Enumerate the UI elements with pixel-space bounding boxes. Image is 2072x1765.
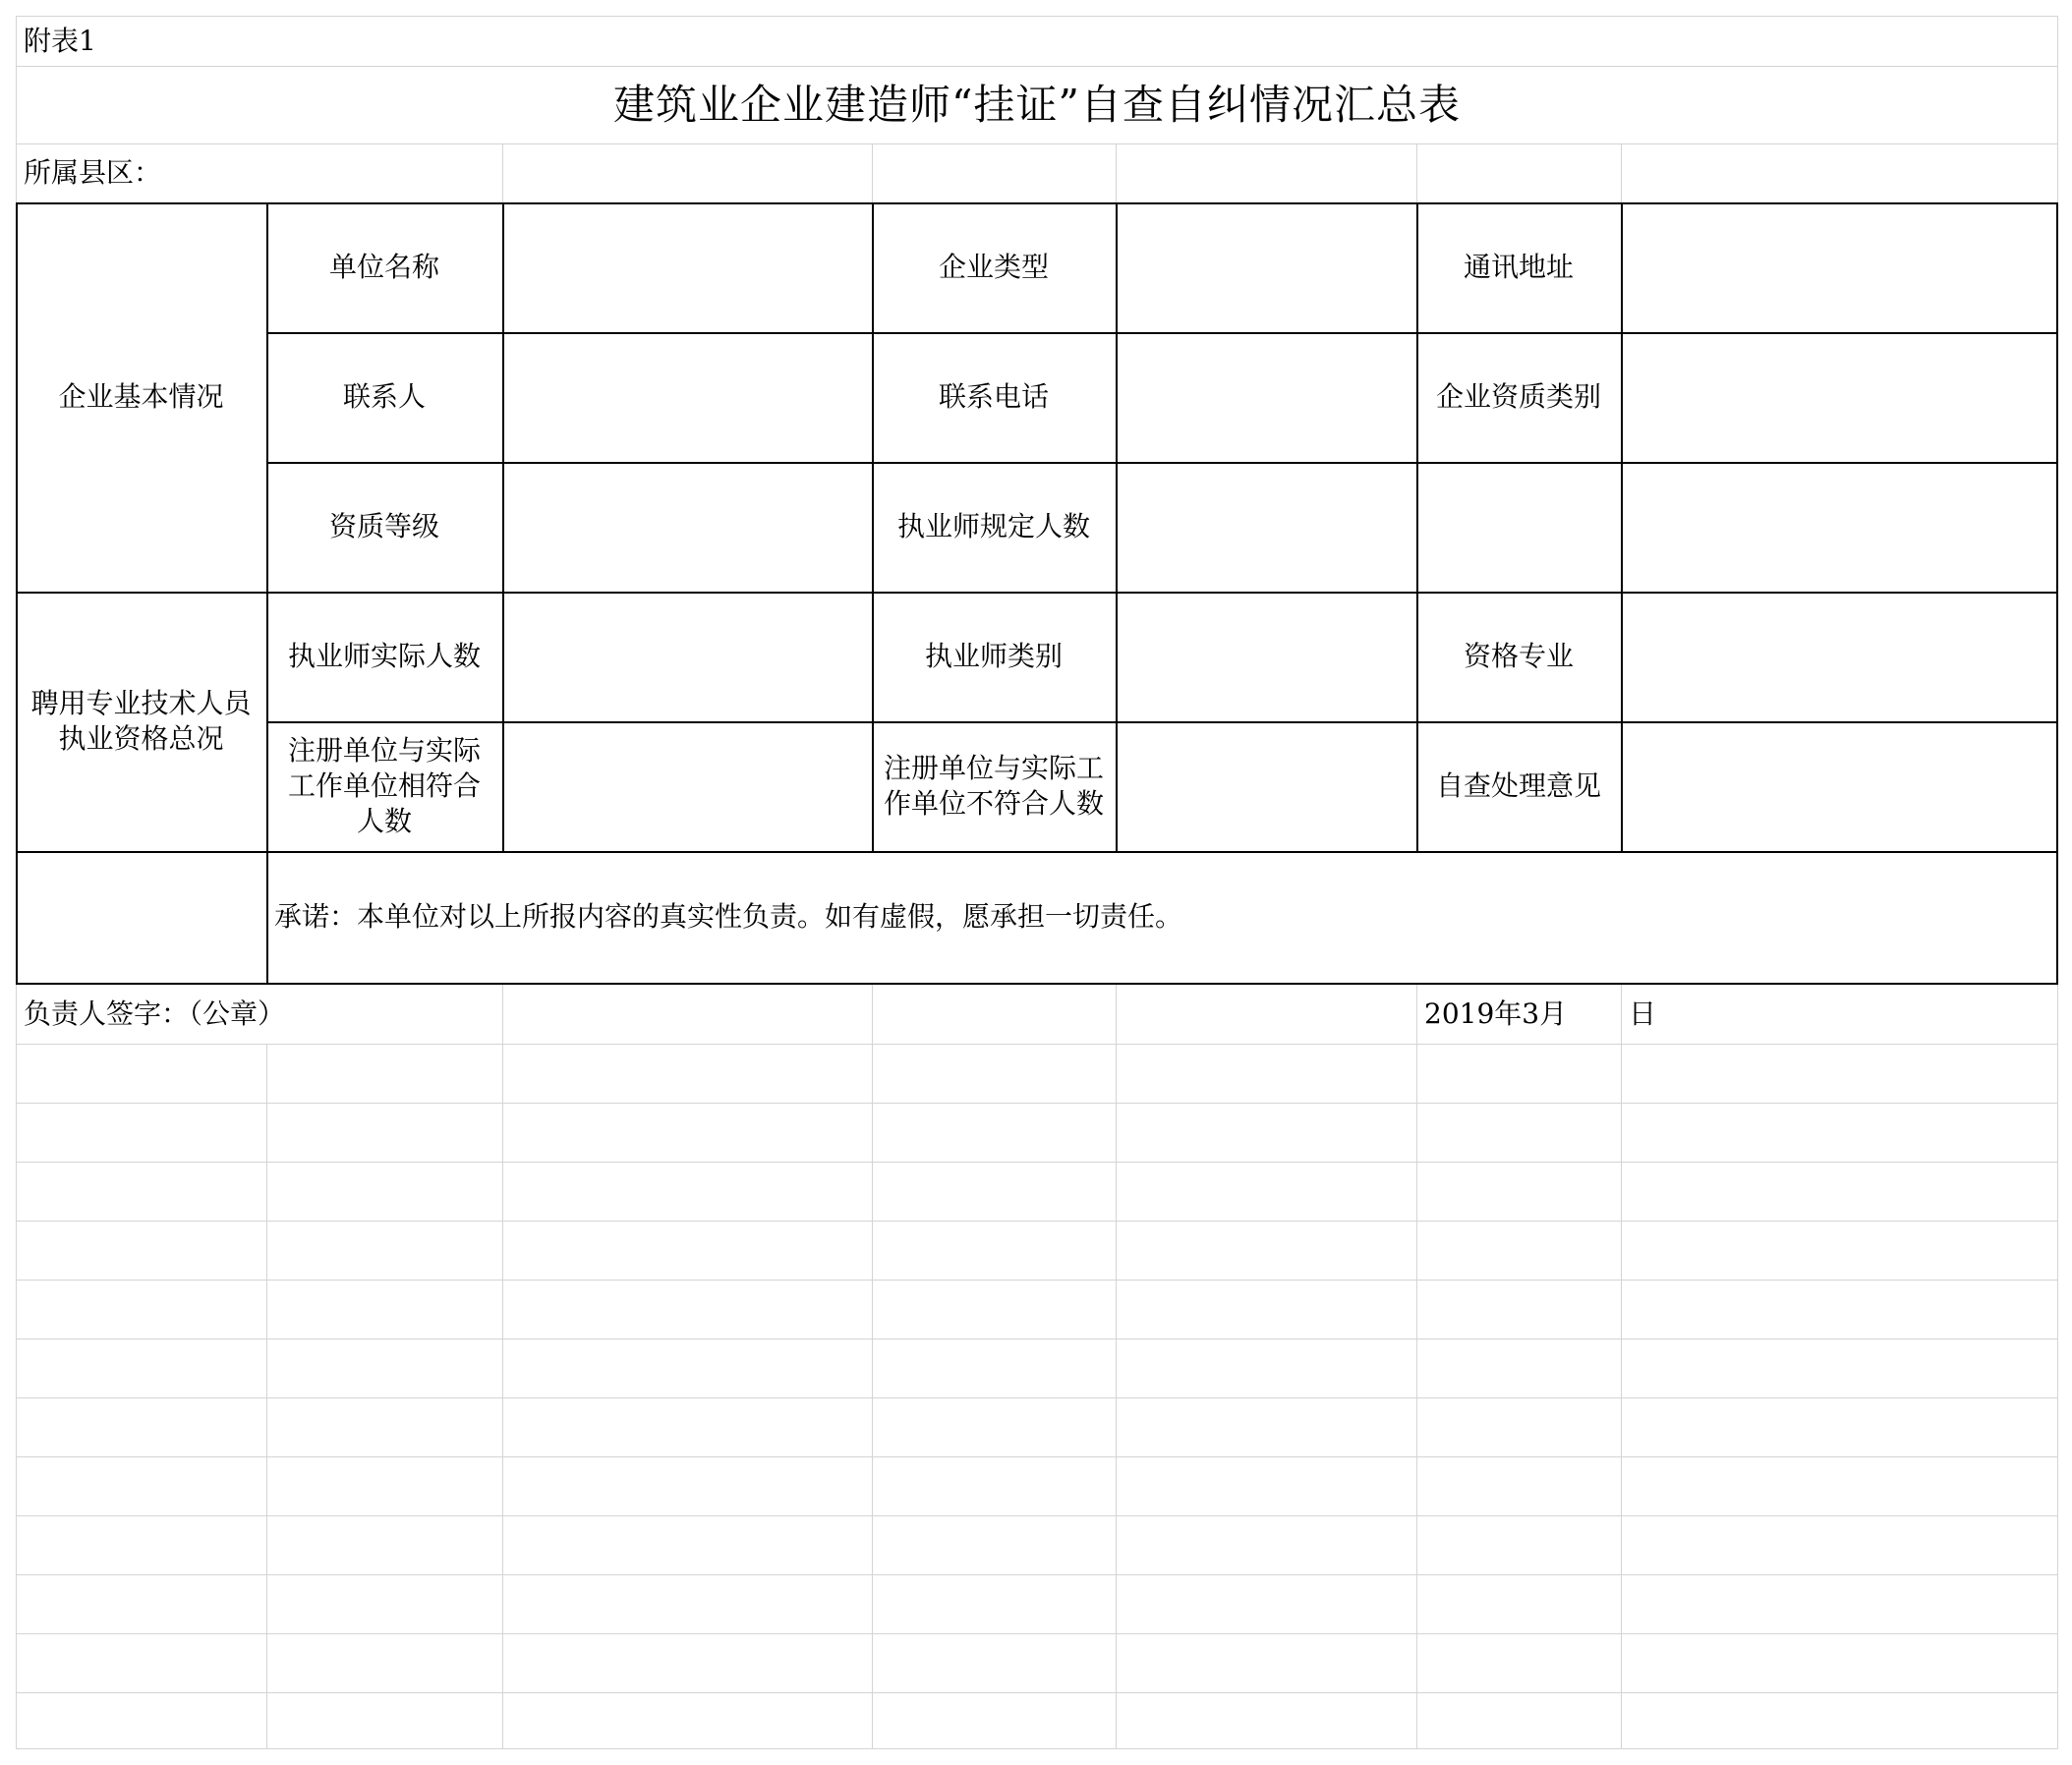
input-inconsistent-count[interactable] [1116,721,1416,851]
section-basic-info: 企业基本情况 [58,380,224,413]
signature-label: 负责人签字：（公章） [24,997,286,1030]
input-phone[interactable] [1116,332,1416,462]
label-qualification-category: 企业资质类别 [1435,380,1601,413]
annex-label: 附表1 [24,24,96,57]
label-consistent-count: 注册单位与实际工作单位相符合人数 [287,734,481,837]
input-unit-name[interactable] [502,202,872,332]
label-enterprise-type: 企业类型 [938,251,1049,283]
date-label: 2019年3月 [1424,997,1568,1030]
label-address: 通讯地址 [1463,251,1574,283]
empty-label-cell [1416,462,1621,592]
input-actual-count[interactable] [502,592,872,721]
input-practitioner-category[interactable] [1116,592,1416,721]
pledge-text: 承诺：本单位对以上所报内容的真实性负责。如有虚假，愿承担一切责任。 [274,900,1183,933]
label-specialty: 资格专业 [1463,640,1574,672]
label-contact: 联系人 [342,380,426,413]
label-actual-count: 执业师实际人数 [287,640,481,672]
input-qualification-level[interactable] [502,462,872,592]
input-consistent-count[interactable] [502,721,872,851]
input-self-check-opinion[interactable] [1621,721,2058,851]
input-qualification-category[interactable] [1621,332,2058,462]
label-unit-name: 单位名称 [328,251,439,283]
empty-input-cell[interactable] [1621,462,2058,592]
county-label: 所属县区： [24,156,162,189]
input-address[interactable] [1621,202,2058,332]
input-specialty[interactable] [1621,592,2058,721]
county-value[interactable] [502,143,2058,202]
input-contact[interactable] [502,332,872,462]
label-inconsistent-count: 注册单位与实际工作单位不符合人数 [883,752,1104,820]
page-title: 建筑业企业建造师“挂证”自查自纠情况汇总表 [613,80,1461,129]
label-practitioner-category: 执业师类别 [924,640,1063,672]
label-self-check-opinion: 自查处理意见 [1435,769,1601,802]
input-enterprise-type[interactable] [1116,202,1416,332]
section-staff-qualification: 聘用专业技术人员执业资格总况 [30,687,252,755]
day-label: 日 [1629,997,1657,1030]
input-required-count[interactable] [1116,462,1416,592]
label-phone: 联系电话 [938,380,1049,413]
label-qualification-level: 资质等级 [328,510,439,542]
label-required-count: 执业师规定人数 [896,510,1090,542]
